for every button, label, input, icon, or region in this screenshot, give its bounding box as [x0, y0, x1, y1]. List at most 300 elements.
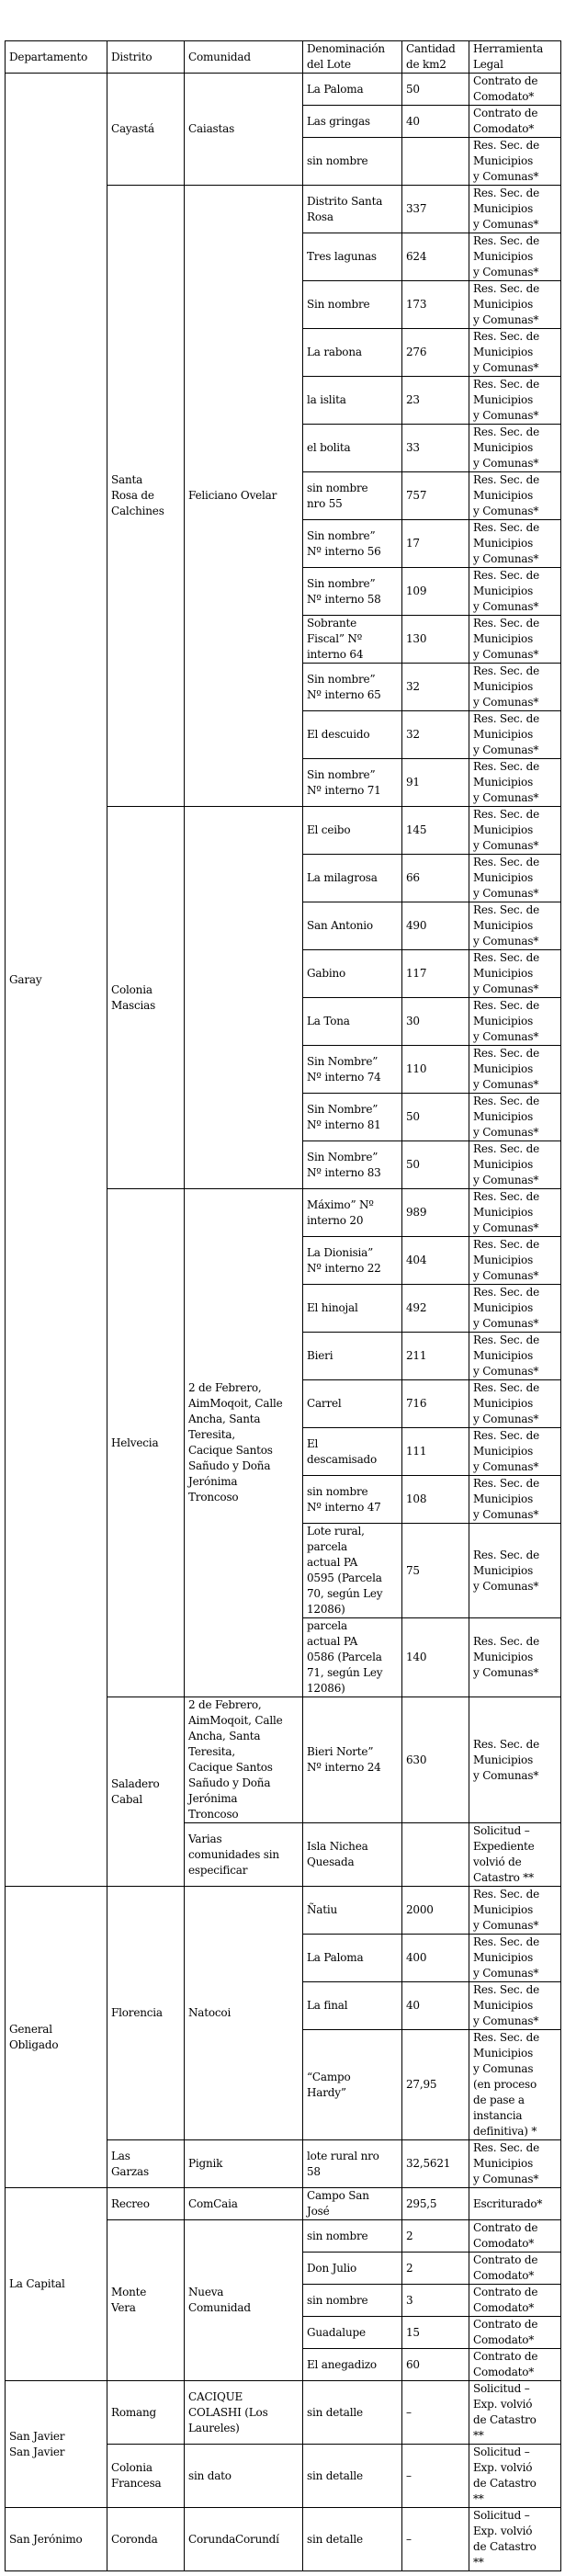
km2-cell	[402, 2445, 469, 2508]
lote-cell	[303, 2030, 402, 2140]
herramienta-legal-cell	[469, 1618, 561, 1697]
lote-cell	[303, 1823, 402, 1887]
lote-cell	[303, 1094, 402, 1141]
km2-cell-text: 630	[406, 1753, 427, 1766]
herramienta-legal-cell	[469, 1697, 561, 1823]
km2-cell	[402, 1094, 469, 1141]
km2-cell	[402, 1618, 469, 1697]
distrito-cell-text: Florencia	[111, 2006, 163, 2019]
distrito-cell-text: Cayastá	[111, 122, 155, 135]
comunidad-cell	[185, 1697, 303, 1823]
herramienta-legal-cell-text: Res. Sec. de Municipios y Comunas*	[473, 426, 539, 470]
km2-cell	[402, 472, 469, 520]
herramienta-legal-cell-text: Solicitud – Exp. volvió de Catastro **	[473, 2509, 537, 2569]
lote-cell	[303, 1046, 402, 1094]
km2-cell-text: 40	[406, 1999, 420, 2012]
lote-cell	[303, 74, 402, 106]
distrito-cell-text: Recreo	[111, 2196, 150, 2210]
km2-cell	[402, 1333, 469, 1380]
lote-cell	[303, 2140, 402, 2188]
distrito-cell	[107, 1189, 185, 1697]
lote-cell-text: sin nombre Nº interno 47	[307, 1484, 381, 1514]
lote-cell	[303, 2445, 402, 2508]
comunidad-cell	[185, 2140, 303, 2188]
km2-cell	[402, 2349, 469, 2381]
km2-cell-text: 17	[406, 537, 420, 550]
lote-cell-text: Gabino	[307, 967, 346, 980]
herramienta-legal-cell-text: Res. Sec. de Municipios y Comunas*	[473, 473, 539, 517]
lote-cell-text: lote rural nro 58	[307, 2149, 379, 2178]
km2-cell	[402, 2317, 469, 2349]
km2-cell	[402, 1141, 469, 1189]
km2-cell-text: 30	[406, 1015, 420, 1027]
lote-cell-text: sin detalle	[307, 2532, 363, 2546]
km2-cell	[402, 74, 469, 106]
km2-cell	[402, 2220, 469, 2253]
km2-cell	[402, 616, 469, 664]
lote-cell	[303, 1476, 402, 1524]
km2-cell	[402, 1935, 469, 1982]
km2-cell	[402, 329, 469, 377]
herramienta-legal-cell-text: Contrato de Comodato*	[473, 2253, 538, 2282]
km2-cell	[402, 759, 469, 807]
header-legal-label: Herramienta Legal	[473, 42, 544, 71]
header-km2	[402, 41, 469, 74]
herramienta-legal-cell-text: Res. Sec. de Municipios y Comunas*	[473, 1047, 539, 1091]
departamento-cell	[6, 74, 107, 1887]
comunidad-cell-text: ComCaia	[188, 2196, 238, 2210]
header-comunidad-label: Comunidad	[188, 50, 251, 63]
lote-cell	[303, 2317, 402, 2349]
herramienta-legal-cell	[469, 1285, 561, 1333]
km2-cell-text: –	[406, 2532, 412, 2546]
herramienta-legal-cell	[469, 281, 561, 329]
km2-cell	[402, 1524, 469, 1618]
herramienta-legal-cell	[469, 1094, 561, 1141]
herramienta-legal-cell	[469, 711, 561, 759]
lote-cell-text: sin nombre	[307, 2293, 368, 2307]
lote-cell	[303, 2188, 402, 2220]
km2-cell-text: 130	[406, 632, 427, 645]
herramienta-legal-cell	[469, 1237, 561, 1285]
herramienta-legal-cell	[469, 2030, 561, 2140]
km2-cell-text: 60	[406, 2357, 420, 2371]
herramienta-legal-cell-text: Res. Sec. de Municipios y Comunas*	[473, 712, 539, 756]
herramienta-legal-cell-text: Solicitud – Exp. volvió de Catastro **	[473, 2382, 537, 2442]
km2-cell	[402, 2188, 469, 2220]
herramienta-legal-cell-text: Res. Sec. de Municipios y Comunas*	[473, 234, 539, 278]
lote-cell	[303, 106, 402, 138]
header-row	[6, 41, 561, 74]
lote-cell	[303, 1697, 402, 1823]
km2-cell	[402, 711, 469, 759]
herramienta-legal-cell-text: Res. Sec. de Municipios y Comunas*	[473, 1548, 539, 1593]
herramienta-legal-cell	[469, 2317, 561, 2349]
lote-cell-text: Isla Nichea Quesada	[307, 1840, 368, 1868]
distrito-cell	[107, 1697, 185, 1887]
lote-cell	[303, 759, 402, 807]
header-departamento-label: Departamento	[9, 50, 88, 63]
km2-cell	[402, 2508, 469, 2571]
km2-cell-text: 3	[406, 2293, 413, 2307]
lote-cell-text: Ñatiu	[307, 1903, 338, 1916]
lote-cell	[303, 664, 402, 711]
km2-cell-text: 15	[406, 2325, 420, 2339]
km2-cell	[402, 1697, 469, 1823]
table-header	[6, 41, 561, 74]
herramienta-legal-cell	[469, 377, 561, 425]
herramienta-legal-cell	[469, 1524, 561, 1618]
lote-cell-text: Sin nombre” Nº interno 65	[307, 672, 381, 701]
lote-cell-text: sin nombre	[307, 2229, 368, 2242]
km2-cell	[402, 1285, 469, 1333]
lote-cell	[303, 233, 402, 281]
km2-cell	[402, 998, 469, 1046]
lote-cell	[303, 1887, 402, 1935]
herramienta-legal-cell-text: Res. Sec. de Municipios y Comunas*	[473, 1095, 539, 1139]
km2-cell-text: 32	[406, 680, 420, 693]
lote-cell-text: parcela actual PA 0586 (Parcela 71, según Ley 12086)	[307, 1619, 383, 1695]
lote-cell	[303, 1189, 402, 1237]
herramienta-legal-cell	[469, 106, 561, 138]
header-lote-label: Denominación del Lote	[307, 42, 385, 71]
km2-cell-text: 50	[406, 1110, 420, 1123]
comunidad-cell-text: 2 de Febrero, AimMoqoit, Calle Ancha, Santa Teresita, Cacique Santos Sañudo y Doña Jerónima Troncoso	[188, 1698, 283, 1821]
header-departamento	[6, 41, 107, 74]
herramienta-legal-cell	[469, 1887, 561, 1935]
lote-cell-text: Distrito Santa Rosa	[307, 194, 383, 223]
herramienta-legal-cell-text: Res. Sec. de Municipios y Comunas*	[473, 903, 539, 948]
herramienta-legal-cell	[469, 2445, 561, 2508]
table-row	[6, 1887, 561, 1935]
comunidad-cell-text: CACIQUE COLASHI (Los Laureles)	[188, 2389, 268, 2434]
lote-cell	[303, 2381, 402, 2445]
herramienta-legal-cell-text: Res. Sec. de Municipios y Comunas*	[473, 521, 539, 565]
lote-cell-text: Sin Nombre” Nº interno 81	[307, 1102, 381, 1131]
km2-cell	[402, 1887, 469, 1935]
herramienta-legal-cell	[469, 2140, 561, 2188]
km2-cell-text: 757	[406, 489, 427, 502]
km2-cell	[402, 1189, 469, 1237]
herramienta-legal-cell-text: Res. Sec. de Municipios y Comunas*	[473, 2141, 539, 2185]
lote-cell-text: Don Julio	[307, 2261, 357, 2275]
km2-cell-text: 295,5	[406, 2196, 437, 2210]
herramienta-legal-cell-text: Res. Sec. de Municipios y Comunas*	[473, 1888, 539, 1932]
herramienta-legal-cell-text: Res. Sec. de Municipios y Comunas*	[473, 1635, 539, 1679]
km2-cell	[402, 1982, 469, 2030]
table-row	[6, 2381, 561, 2445]
lote-cell-text: El descuido	[307, 728, 370, 741]
departamento-cell-text: General Obligado	[9, 2022, 59, 2051]
km2-cell-text: 2000	[406, 1903, 434, 1916]
herramienta-legal-cell	[469, 2381, 561, 2445]
herramienta-legal-cell	[469, 233, 561, 281]
lote-cell-text: El ceibo	[307, 823, 351, 836]
lote-cell-text: Lote rural, parcela actual PA 0595 (Parcela 70, según Ley 12086)	[307, 1525, 383, 1616]
km2-cell	[402, 807, 469, 855]
departamento-cell-text: Garay	[9, 972, 42, 986]
herramienta-legal-cell	[469, 520, 561, 568]
comunidad-cell-text: Nueva Comunidad	[188, 2286, 251, 2314]
distrito-cell-text: Helvecia	[111, 1436, 159, 1449]
herramienta-legal-cell-text: Res. Sec. de Municipios y Comunas*	[473, 617, 539, 661]
herramienta-legal-cell	[469, 74, 561, 106]
km2-cell-text: 276	[406, 346, 427, 358]
herramienta-legal-cell	[469, 425, 561, 472]
header-distrito-label: Distrito	[111, 50, 153, 63]
lote-cell	[303, 329, 402, 377]
km2-cell-text: 400	[406, 1951, 427, 1964]
herramienta-legal-cell-text: Contrato de Comodato*	[473, 2286, 538, 2314]
herramienta-legal-cell	[469, 1333, 561, 1380]
distrito-cell	[107, 2508, 185, 2571]
lote-cell-text: Las gringas	[307, 114, 370, 128]
lote-cell-text: Bieri Norte” Nº interno 24	[307, 1745, 381, 1774]
distrito-cell	[107, 1887, 185, 2140]
km2-cell-text: 91	[406, 776, 420, 789]
herramienta-legal-cell	[469, 2253, 561, 2285]
comunidad-cell-text: Varias comunidades sin especificar	[188, 1832, 279, 1877]
lote-cell-text: Sin Nombre” Nº interno 74	[307, 1054, 381, 1084]
herramienta-legal-cell	[469, 2349, 561, 2381]
comunidad-cell	[185, 2381, 303, 2445]
lote-cell	[303, 950, 402, 998]
km2-cell	[402, 377, 469, 425]
comunidad-cell-text: 2 de Febrero, AimMoqoit, Calle Ancha, Santa Teresita, Cacique Santos Sañudo y Doña Jerónima Troncoso	[188, 1381, 283, 1504]
departamento-cell	[6, 2381, 107, 2508]
km2-cell-text: 2	[406, 2261, 413, 2275]
lote-cell-text: La Paloma	[307, 82, 364, 96]
herramienta-legal-cell-text: Res. Sec. de Municipios y Comunas*	[473, 569, 539, 613]
herramienta-legal-cell	[469, 902, 561, 950]
comunidad-cell	[185, 2220, 303, 2381]
lote-cell	[303, 2285, 402, 2317]
lote-cell	[303, 2349, 402, 2381]
lote-cell-text: San Antonio	[307, 919, 373, 932]
comunidad-cell	[185, 2445, 303, 2508]
lote-cell-text: Máximo” Nº interno 20	[307, 1197, 374, 1227]
lote-cell	[303, 138, 402, 186]
distrito-cell	[107, 2381, 185, 2445]
km2-cell-text: 23	[406, 393, 420, 406]
lote-cell-text: Bieri	[307, 1349, 333, 1362]
lote-cell	[303, 1285, 402, 1333]
lote-cell-text: Sin Nombre” Nº interno 83	[307, 1150, 381, 1179]
departamento-cell	[6, 2188, 107, 2381]
lote-cell-text: La final	[307, 1999, 348, 2012]
herramienta-legal-cell	[469, 1982, 561, 2030]
km2-cell-text: –	[406, 2405, 412, 2419]
lote-cell	[303, 998, 402, 1046]
lote-cell-text: La Dionisia” Nº interno 22	[307, 1245, 381, 1275]
herramienta-legal-cell	[469, 329, 561, 377]
km2-cell	[402, 2253, 469, 2285]
herramienta-legal-cell-text: Solicitud – Expediente volvió de Catastro **	[473, 1824, 535, 1884]
km2-cell	[402, 281, 469, 329]
km2-cell-text: 140	[406, 1651, 427, 1663]
lote-cell-text: Campo San José	[307, 2189, 369, 2218]
lote-cell-text: sin detalle	[307, 2405, 363, 2419]
km2-cell-text: 492	[406, 1301, 427, 1314]
distrito-cell	[107, 807, 185, 1189]
lote-cell	[303, 186, 402, 233]
departamento-cell	[6, 1887, 107, 2188]
herramienta-legal-cell-text: Res. Sec. de Municipios y Comunas*	[473, 999, 539, 1043]
herramienta-legal-cell	[469, 2508, 561, 2571]
lote-cell-text: Sin nombre” Nº interno 56	[307, 528, 381, 558]
km2-cell-text: 716	[406, 1397, 427, 1410]
herramienta-legal-cell	[469, 1428, 561, 1476]
lote-cell-text: Guadalupe	[307, 2325, 366, 2339]
km2-cell-text: 50	[406, 82, 420, 96]
km2-cell-text: 624	[406, 250, 427, 263]
herramienta-legal-cell	[469, 568, 561, 616]
comunidad-cell	[185, 74, 303, 186]
distrito-cell-text: Las Garzas	[111, 2149, 149, 2178]
km2-cell-text: 109	[406, 584, 427, 597]
distrito-cell	[107, 2140, 185, 2188]
lote-cell-text: Sin nombre” Nº interno 58	[307, 576, 381, 606]
lote-cell-text: Sin nombre” Nº interno 71	[307, 767, 381, 797]
lote-cell	[303, 1935, 402, 1982]
lote-cell-text: Carrel	[307, 1397, 342, 1410]
herramienta-legal-cell-text: Res. Sec. de Municipios y Comunas*	[473, 951, 539, 995]
km2-cell-text: 989	[406, 1206, 427, 1219]
comunidad-cell	[185, 1189, 303, 1697]
herramienta-legal-cell-text: Res. Sec. de Municipios y Comunas*	[473, 664, 539, 709]
km2-cell	[402, 233, 469, 281]
herramienta-legal-cell-text: Res. Sec. de Municipios y Comunas*	[473, 330, 539, 374]
comunidad-cell-text: CorundaCorundí	[188, 2532, 279, 2546]
header-comunidad	[185, 41, 303, 74]
herramienta-legal-cell	[469, 1380, 561, 1428]
herramienta-legal-cell-text: Res. Sec. de Municipios y Comunas*	[473, 1935, 539, 1980]
km2-cell-text: 173	[406, 298, 427, 311]
km2-cell-text: 32,5621	[406, 2157, 451, 2170]
km2-cell	[402, 520, 469, 568]
lote-cell-text: La Paloma	[307, 1951, 364, 1964]
header-lote	[303, 41, 402, 74]
departamento-cell-text: La Capital	[9, 2277, 65, 2290]
km2-cell	[402, 1237, 469, 1285]
km2-cell	[402, 2285, 469, 2317]
km2-cell-text: 145	[406, 823, 427, 836]
lote-cell	[303, 1141, 402, 1189]
lote-cell-text: el bolita	[307, 441, 351, 454]
lote-cell-text: sin nombre	[307, 154, 368, 167]
comunidad-cell-text: Feliciano Ovelar	[188, 489, 277, 502]
lote-cell-text: Sobrante Fiscal” Nº interno 64	[307, 617, 364, 661]
herramienta-legal-cell-text: Res. Sec. de Municipios y Comunas*	[473, 1142, 539, 1186]
lote-cell	[303, 855, 402, 902]
herramienta-legal-cell-text: Res. Sec. de Municipios y Comunas*	[473, 187, 539, 231]
lote-cell-text: Sin nombre	[307, 298, 370, 311]
distrito-cell-text: Romang	[111, 2405, 157, 2419]
km2-cell-text: 2	[406, 2229, 413, 2242]
km2-cell-text: 40	[406, 114, 420, 128]
km2-cell-text: 75	[406, 1563, 420, 1577]
herramienta-legal-cell-text: Res. Sec. de Municipios y Comunas*	[473, 1286, 539, 1330]
herramienta-legal-cell-text: Res. Sec. de Municipios y Comunas*	[473, 1381, 539, 1425]
herramienta-legal-cell	[469, 759, 561, 807]
herramienta-legal-cell	[469, 138, 561, 186]
herramienta-legal-cell-text: Res. Sec. de Municipios y Comunas*	[473, 808, 539, 852]
lote-cell	[303, 711, 402, 759]
distrito-cell	[107, 74, 185, 186]
lote-cell-text: El hinojal	[307, 1301, 358, 1314]
herramienta-legal-cell	[469, 855, 561, 902]
lote-cell	[303, 902, 402, 950]
km2-cell	[402, 950, 469, 998]
lote-cell	[303, 568, 402, 616]
herramienta-legal-cell-text: Escriturado*	[473, 2196, 543, 2210]
km2-cell	[402, 1428, 469, 1476]
herramienta-legal-cell-text: Contrato de Comodato*	[473, 107, 538, 135]
distrito-cell-text: Coronda	[111, 2532, 158, 2546]
lote-cell-text: La milagrosa	[307, 871, 378, 884]
lote-cell-text: la islita	[307, 393, 346, 406]
km2-cell	[402, 186, 469, 233]
lote-cell	[303, 1380, 402, 1428]
comunidad-cell	[185, 2508, 303, 2571]
lote-cell	[303, 1982, 402, 2030]
distrito-cell	[107, 186, 185, 807]
lote-cell-text: “Campo Hardy”	[307, 2070, 351, 2099]
lote-cell	[303, 2220, 402, 2253]
herramienta-legal-cell-text: Res. Sec. de Municipios y Comunas*	[473, 1477, 539, 1521]
herramienta-legal-cell-text: Res. Sec. de Municipios y Comunas*	[473, 282, 539, 326]
lote-cell	[303, 1428, 402, 1476]
km2-cell	[402, 1380, 469, 1428]
comunidad-cell-text: Natocoi	[188, 2006, 232, 2019]
herramienta-legal-cell-text: Res. Sec. de Municipios y Comunas*	[473, 1429, 539, 1473]
departamento-cell-text: San Jerónimo	[9, 2532, 83, 2546]
herramienta-legal-cell	[469, 186, 561, 233]
herramienta-legal-cell-text: Res. Sec. de Municipios y Comunas (en proceso de pase a instancia definitiva) *	[473, 2031, 539, 2138]
km2-cell	[402, 2381, 469, 2445]
comunidad-cell-text: Caiastas	[188, 122, 235, 135]
comunidad-cell	[185, 186, 303, 807]
table-body	[6, 74, 561, 2571]
herramienta-legal-cell	[469, 2285, 561, 2317]
herramienta-legal-cell	[469, 1935, 561, 1982]
herramienta-legal-cell	[469, 616, 561, 664]
herramienta-legal-cell-text: Res. Sec. de Municipios y Comunas*	[473, 139, 539, 183]
km2-cell-text: 66	[406, 871, 420, 884]
km2-cell-text: 27,95	[406, 2078, 437, 2091]
table-row	[6, 74, 561, 106]
comunidad-cell-text: Pignik	[188, 2157, 223, 2170]
comunidad-cell	[185, 1823, 303, 1887]
herramienta-legal-cell-text: Res. Sec. de Municipios y Comunas*	[473, 760, 539, 804]
herramienta-legal-cell-text: Res. Sec. de Municipios y Comunas*	[473, 1737, 539, 1782]
km2-cell	[402, 425, 469, 472]
herramienta-legal-cell-text: Res. Sec. de Municipios y Comunas*	[473, 856, 539, 900]
distrito-cell	[107, 2220, 185, 2381]
lote-cell	[303, 1618, 402, 1697]
lote-cell-text: sin nombre nro 55	[307, 481, 368, 510]
indigenous-lands-table	[5, 40, 561, 2571]
header-distrito	[107, 41, 185, 74]
herramienta-legal-cell	[469, 950, 561, 998]
lote-cell	[303, 1333, 402, 1380]
km2-cell	[402, 2030, 469, 2140]
lote-cell-text: sin detalle	[307, 2468, 363, 2482]
herramienta-legal-cell	[469, 1189, 561, 1237]
herramienta-legal-cell	[469, 2220, 561, 2253]
km2-cell	[402, 568, 469, 616]
km2-cell-text: 117	[406, 967, 427, 980]
